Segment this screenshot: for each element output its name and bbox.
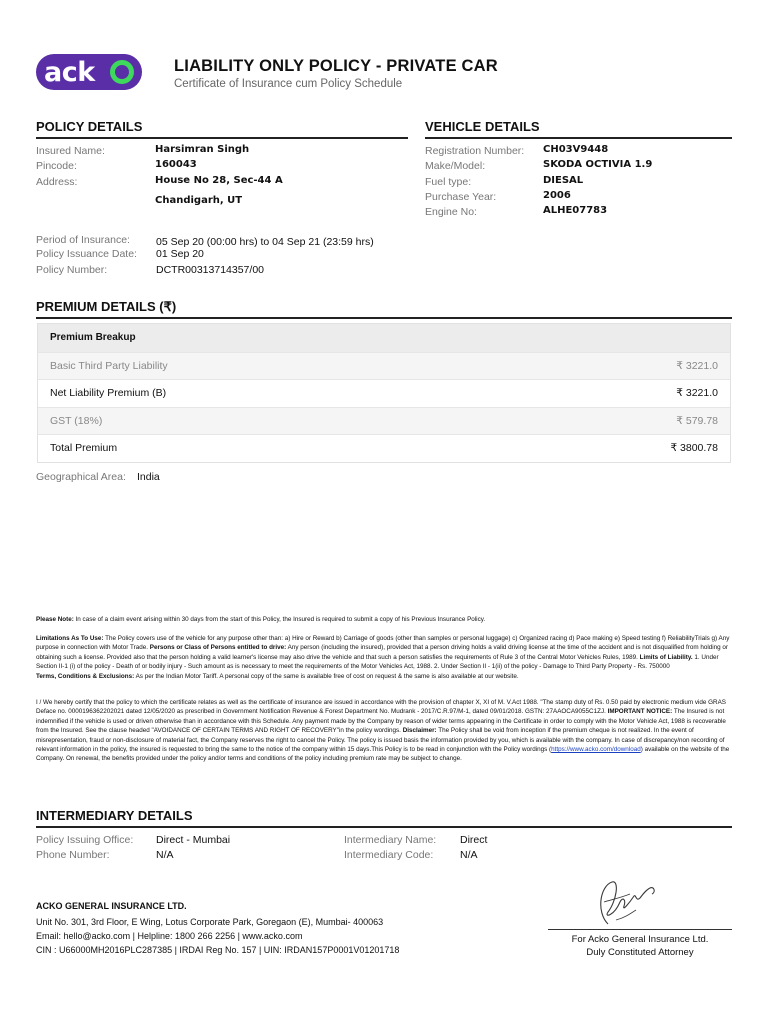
page-subtitle: Certificate of Insurance cum Policy Schedule [174,78,403,90]
important-notice-text: The Insured is not indemnified if the vehicle is used or driven otherwise than in accordance with this Schedule. Any payment made by the Company by reason of wider terms appearing in the Certificate in order to comply with the Motor Vehicle Act, 1988 is recoverable from the Insured. See the clause headed "AVOIDANCE OF CERTAIN TERMS AND RIGHT OF RECOVERY"in the policy wordings. [36,708,726,735]
signature-graphic [590,872,670,930]
insured-name-label: Insured Name: [36,145,105,157]
intermediary-details-heading: INTERMEDIARY DETAILS [36,808,193,823]
certification-paragraph [36,698,730,764]
premium-details-divider [36,317,732,319]
please-note-label: Please Note: [36,616,74,623]
intermediary-code-label: Intermediary Code: [344,849,434,861]
address-label: Address: [36,176,78,188]
purchase-year-value: 2006 [543,190,571,201]
signatory-title: Duly Constituted Attorney [586,947,694,958]
persons-label: Persons or Class of Persons entitled to drive: [149,644,287,652]
engine-no-label: Engine No: [425,206,477,218]
issuing-office-label: Policy Issuing Office: [36,834,134,846]
make-model-value: SKODA OCTIVIA 1.9 [543,159,653,170]
closing-text: ) available on the website of the Company. On renewal, the benefits provided under the policy and/or terms and conditions of the policy including premium rate may be subject to change. [36,746,730,763]
premium-row-value: ₹ 3800.78 [670,442,718,455]
registration-label: Registration Number: [425,145,525,157]
insured-name-value: Harsimran Singh [155,144,250,155]
premium-row-value: ₹ 3221.0 [676,387,718,400]
geographical-area-label: Geographical Area: [36,471,126,483]
premium-row-value: ₹ 3221.0 [676,359,718,372]
signatory-company: For Acko General Insurance Ltd. [571,934,709,945]
policy-wordings-link[interactable]: https://www.acko.com/download [551,746,641,754]
company-name: ACKO GENERAL INSURANCE LTD. [36,901,187,911]
disclaimer-text: The Policy shall be void from inception if the premium cheque is not realized. In the event of misrepresentation, fraud or non-disclosure of material fact, the Company reserves the right to cancel the Policy. The policy is issued basis the information provided by you, which is available with the company. In case of discrepancy/non recording of relevant information in the policy, the insured is requested to bring the same to the notice of the company within 15 days.This Policy is to be read in conjunction with the Policy wordings ( [36,727,725,754]
persons-text: Any person (including the insured), provided that a person driving holds a valid driving license at the time of the accident and is not disqualified from holding or obtaining such a license. Provided also that the person holding a valid learner's license may also drive the vehicle and that such a person satisfies the requirements of Rule 3 of the Central Motor Vehicles Rules, 1989. [36,644,728,661]
issuance-date-value: 01 Sep 20 [156,248,204,260]
svg-text:ack: ack [44,57,95,88]
engine-no-value: ALHE07783 [543,205,608,216]
intermediary-details-divider [36,826,732,828]
terms-text: As per the Indian Motor Tariff. A personal copy of the same is available free of cost on request & the same is also available at our website. [135,672,519,680]
vehicle-details-heading: VEHICLE DETAILS [425,119,540,134]
disclaimer-label: Disclaimer: [402,727,437,735]
policy-details-heading: POLICY DETAILS [36,119,143,134]
company-address: Unit No. 301, 3rd Floor, E Wing, Lotus Corporate Park, Goregaon (E), Mumbai- 400063 [36,917,384,927]
premium-breakup-header [38,324,730,352]
page-title: LIABILITY ONLY POLICY - PRIVATE CAR [174,57,498,75]
company-contact: Email: hello@acko.com | Helpline: 1800 266 2256 | www.acko.com [36,931,303,941]
period-label: Period of Insurance: [36,234,130,246]
premium-breakup-title: Premium Breakup [50,332,136,344]
phone-number-value: N/A [156,849,174,861]
please-note-text: In case of a claim event arising within 30 days from the start of this Policy, the Insured is required to submit a copy of his Previous Insurance Policy. [75,616,486,623]
premium-breakup-table [37,323,731,463]
acko-logo-graphic [36,54,142,90]
geographical-area-value: India [137,471,160,483]
company-registration: CIN : U66000MH2016PLC287385 | IRDAI Reg No. 157 | UIN: IRDAN157P0001V01201718 [36,945,400,955]
fuel-type-label: Fuel type: [425,176,472,188]
please-note-paragraph [36,615,730,624]
address-line2: Chandigarh, UT [155,195,243,206]
make-model-label: Make/Model: [425,160,486,172]
premium-details-heading: PREMIUM DETAILS (₹) [36,299,177,314]
certify-text: I / We hereby certify that the policy to which the certificate relates as well as the certificate of insurance are issued in accordance with the provision of chapter X, XI of M. V.Act 1988. "The stamp duty of Rs. 0.50 paid by electronic medium vide GRAS Deface no. 0000196362202021 dated 12/05/2020 as prescribed in Government Notification Revenue & Forest Department No. Mudrank - 2017/C.R.97/M-1, dated 09/01/2018. GSTN: 27AAOCA9055C1ZJ. [36,699,726,716]
liability-label: Limits of Liability. [639,653,693,661]
premium-row-label: Basic Third Party Liability [50,359,168,372]
intermediary-name-label: Intermediary Name: [344,834,437,846]
address-line1: House No 28, Sec-44 A [155,175,283,186]
premium-row-basic [38,352,730,380]
issuing-office-value: Direct - Mumbai [156,834,231,846]
premium-row-total [38,434,730,462]
limitations-text: The Policy covers use of the vehicle for any purpose other than: a) Hire or Reward b) Carriage of goods (other than samples or personal luggage) c) Organized racing d) Pace making e) Speed testing f) ReliabilityTrials g) Any purpose in connection with Motor Trade. [36,635,730,652]
terms-label: Terms, Conditions & Exclusions: [36,672,135,680]
policy-number-label: Policy Number: [36,264,108,276]
authorized-signature [590,872,670,930]
limitations-paragraph [36,634,730,681]
premium-row-label: Net Liability Premium (B) [50,387,167,400]
premium-row-value: ₹ 579.78 [676,414,718,427]
pincode-label: Pincode: [36,160,77,172]
premium-row-net [38,379,730,407]
premium-row-gst [38,407,730,435]
phone-number-label: Phone Number: [36,849,110,861]
purchase-year-label: Purchase Year: [425,191,497,203]
issuance-date-label: Policy Issuance Date: [36,248,137,260]
policy-number-value: DCTR00313714357/00 [156,264,264,276]
fuel-type-value: DIESAL [543,175,584,186]
pincode-value: 160043 [155,159,197,170]
liability-text: 1. Under Section II-1 (i) of the policy - Death of or bodily injury - Such amount as is necessary to meet the requirements of the Motor Vehicles Act, 1988. 2. Under Section II - 1(ii) of the policy - Damage to Third Party Property - Rs. 750000 [36,653,719,671]
vehicle-details-divider [425,137,732,139]
acko-logo [36,54,142,90]
limitations-label: Limitations As To Use: [36,635,104,642]
signature-line [548,929,732,930]
premium-row-label: GST (18%) [50,414,103,427]
policy-details-divider [36,137,408,139]
intermediary-code-value: N/A [460,849,478,861]
period-value: 05 Sep 20 (00:00 hrs) to 04 Sep 21 (23:59 hrs) [156,236,374,248]
intermediary-name-value: Direct [460,834,488,846]
registration-value: CH03V9448 [543,144,609,155]
premium-row-label: Total Premium [50,442,118,455]
important-notice-label: IMPORTANT NOTICE: [607,708,673,716]
